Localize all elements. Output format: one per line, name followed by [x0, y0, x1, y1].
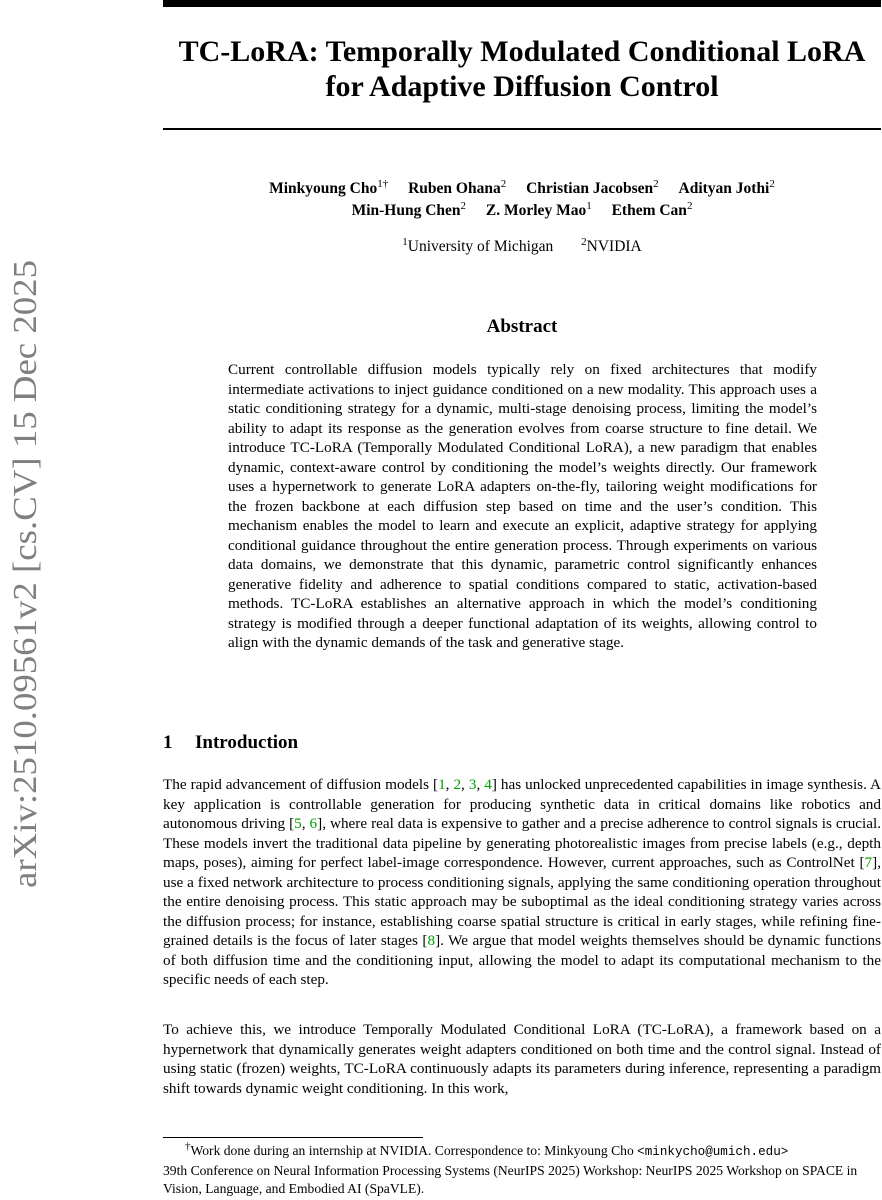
author: Minkyoung Cho$^{1\dagger}$ — [269, 177, 389, 197]
citation-link[interactable]: 3 — [468, 776, 477, 793]
citation-link[interactable]: 5 — [294, 815, 302, 832]
footnote-mark: † — [185, 1140, 191, 1153]
author: Christian Jacobsen$^2$ — [526, 177, 659, 197]
author-line-2 — [163, 200, 881, 222]
arxiv-stamp — [4, 258, 46, 890]
abstract-text: Current controllable diffusion models typically rely on fixed architectures that modify intermediate activations to inject guidance conditioned on a new modality. This approach uses a static conditioning strategy for a dynamic, multi-stage denoising process, limiting the model’s ability to adapt its response as the generation evolves from coarse structure to fine detail. We introduce TC-LoRA (Temporally Modulated Conditional LoRA), a new paradigm that enables dynamic, context-aware control by conditioning the model’s weights directly. Our framework uses a hypernetwork to generate LoRA adapters on-the-fly, tailoring weight modifications for the frozen backbone at each diffusion step based on time and the user’s condition. This mechanism enables the model to learn and execute an explicit, adaptive strategy for applying conditional guidance throughout the entire generation process. Through experiments on various data domains, we demonstrate that this dynamic, parametric control significantly enhances generative fidelity and adherence to spatial conditions compared to static, activation-based methods. TC-LoRA establishes an alternative approach in which the model’s conditioning strategy is modified through a deeper functional adaptation of its weights, allowing control to align with the dynamic demands of the task and generative stage. — [228, 361, 817, 651]
citation-link[interactable]: 4 — [484, 776, 492, 793]
top-rule — [163, 0, 881, 7]
citation-link[interactable]: 7 — [864, 854, 873, 871]
arxiv-stamp-text: arXiv:2510.09561v2 [cs.CV] 15 Dec 2025 — [7, 308, 44, 888]
section-number: 1 — [163, 732, 173, 753]
affiliations — [163, 236, 881, 258]
author-line-1 — [163, 178, 881, 200]
footnote — [163, 1142, 881, 1161]
author: Ruben Ohana$^2$ — [408, 177, 507, 197]
author: Min-Hung Chen$^2$ — [351, 199, 467, 219]
footnote-rule — [163, 1137, 423, 1138]
citation-link[interactable]: 8 — [427, 932, 436, 949]
title-line-1: TC-LoRA: Temporally Modulated Conditional LoRA — [178, 35, 866, 68]
affiliation: $^1$University of Michigan — [402, 235, 554, 255]
author-list — [163, 178, 881, 222]
email-link[interactable]: <minkycho@umich.edu> — [637, 1145, 789, 1159]
title-rule — [163, 128, 881, 130]
abstract-heading: Abstract — [486, 316, 558, 337]
paper-title — [163, 34, 881, 104]
intro-paragraph-2: To achieve this, we introduce Temporally Modulated Conditional LoRA (TC-LoRA), a framework based on a hypernetwork that dynamically generates weight adapters conditioned on both time and the control signal. Instead of using static (frozen) weights, TC-LoRA continuously adapts its parameters during inference, representing a paradigm shift towards dynamic weight conditioning. In this work, — [163, 1021, 881, 1097]
section-title: Introduction — [195, 732, 299, 753]
citation-link[interactable]: 6 — [309, 815, 318, 832]
title-line-2: for Adaptive Diffusion Control — [325, 70, 719, 103]
citation-link[interactable]: 1 — [438, 776, 446, 793]
author: Z. Morley Mao$^1$ — [485, 199, 592, 219]
footnote-text: Work done during an internship at NVIDIA. Correspondence to: Minkyoung Cho — [190, 1143, 638, 1158]
venue-note: 39th Conference on Neural Information Processing Systems (NeurIPS 2025) Workshop: NeurIPS 2025 Workshop on SPACE in Vision, Language, and Embodied AI (SpaVLE). — [163, 1163, 858, 1196]
arxiv-stamp-svg — [4, 258, 46, 890]
author: Adityan Jothi$^2$ — [678, 177, 775, 197]
citation-link[interactable]: 2 — [453, 776, 462, 793]
intro-paragraph-1: The rapid advancement of diffusion models [1, 2, 3, 4] has unlocked unprecedented capabilities in image synthesis. A key application is controllable generation for producing synthetic data in critical domains like robotics and autonomous driving [5, 6], where real data is expensive to gather and a precise adherence to control signals is crucial. These models invert the traditional data pipeline by generating photorealistic images from precise labels (e.g., depth maps, poses), aiming for perfect label-image correspondence. However, current approaches, such as ControlNet [7], use a fixed network architecture to process conditioning signals, applying the same conditioning operation throughout the entire denoising process. This static approach may be suboptimal as the ideal conditioning strategy varies across the diffusion process; for instance, establishing coarse spatial structure is critical in early stages, while refining fine-grained details is the focus of later stages [8]. We argue that model weights themselves should be dynamic functions of both diffusion time and the conditioning input, allowing the model to adapt its computational mechanism to the specific needs of each step. — [163, 776, 882, 988]
author: Ethem Can$^2$ — [611, 199, 693, 219]
section-heading — [163, 730, 881, 756]
affiliation: $^2$NVIDIA — [581, 235, 642, 255]
